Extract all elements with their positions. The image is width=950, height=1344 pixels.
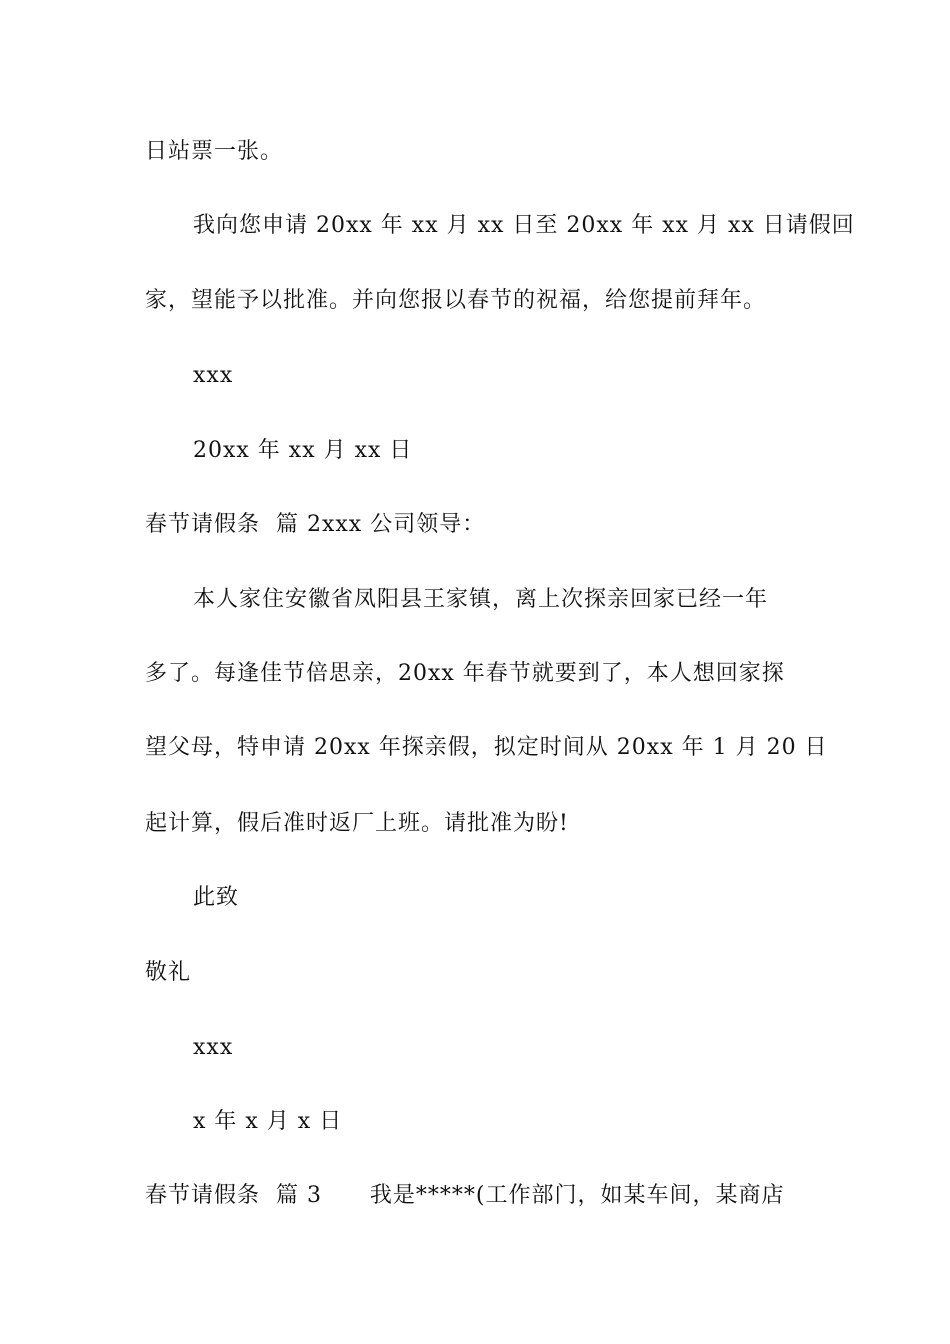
text-line: 多了。每逢佳节倍思亲，20xx 年春节就要到了，本人想回家探	[145, 661, 785, 686]
text-line: 家，望能予以批准。并向您报以春节的祝福，给您提前拜年。	[145, 288, 767, 313]
signature-name: xxx	[193, 1035, 234, 1060]
text-line: 本人家住安徽省凤阳县王家镇，离上次探亲回家已经一年	[193, 587, 769, 612]
text-line: 日站票一张。	[145, 139, 284, 164]
text-line: 起计算，假后准时返厂上班。请批准为盼!	[145, 811, 569, 836]
section-heading: 春节请假条 篇 3 我是*****(工作部门，如某车间，某商店	[145, 1183, 785, 1208]
closing-line: 敬礼	[145, 960, 192, 985]
section-heading: 春节请假条 篇 2xxx 公司领导：	[145, 512, 486, 537]
signature-name: xxx	[193, 363, 234, 388]
signature-date: x 年 x 月 x 日	[193, 1109, 343, 1134]
closing-line: 此致	[193, 885, 240, 910]
signature-date: 20xx 年 xx 月 xx 日	[193, 438, 413, 463]
text-line: 我向您申请 20xx 年 xx 月 xx 日至 20xx 年 xx 月 xx 日请假回	[193, 213, 855, 238]
text-line: 望父母，特申请 20xx 年探亲假，拟定时间从 20xx 年 1 月 20 日	[145, 735, 828, 760]
